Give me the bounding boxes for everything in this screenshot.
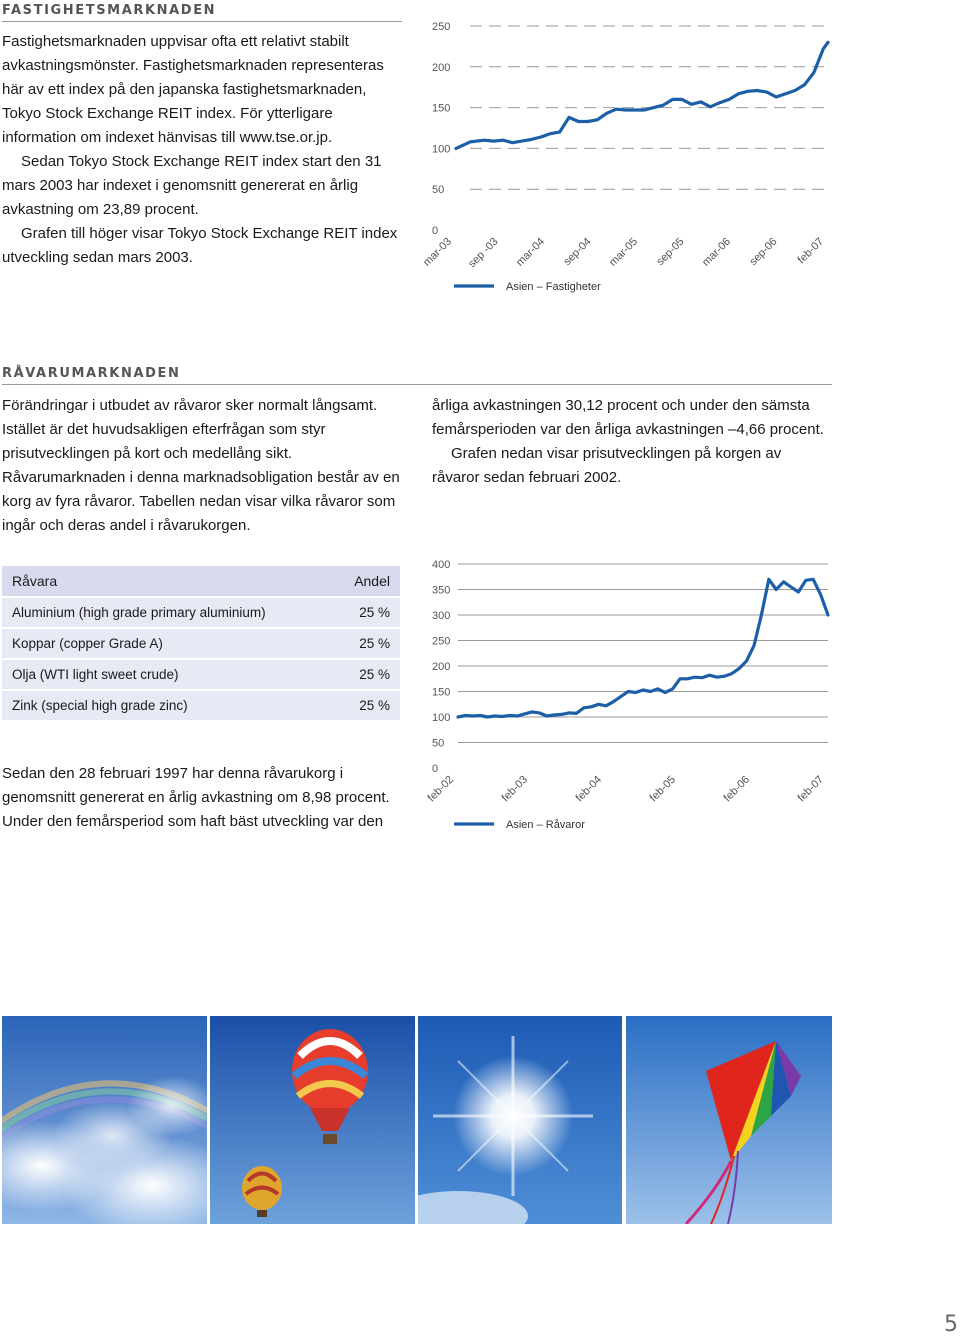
table-cell: Aluminium (high grade primary aluminium) <box>2 597 310 628</box>
x-tick-label: feb-07 <box>795 773 827 805</box>
x-tick-label: feb-06 <box>721 773 753 805</box>
y-tick-label: 250 <box>432 21 451 33</box>
table-row <box>2 628 400 659</box>
table-cell: Olja (WTI light sweet crude) <box>2 659 310 690</box>
x-tick-label: feb-07 <box>795 235 827 267</box>
heading-rule <box>2 384 832 385</box>
sun-sky-photo <box>418 1016 622 1224</box>
x-tick-label: feb-02 <box>425 773 457 805</box>
ravara-table <box>2 566 400 722</box>
paragraph: Grafen till höger visar Tokyo Stock Exchange REIT index utveckling sedan mars 2003. <box>2 225 398 266</box>
x-tick-label: sep-06 <box>747 235 780 268</box>
x-tick-label: mar-04 <box>513 235 548 269</box>
paragraph: Grafen nedan visar prisutvecklingen på korgen av råvaror sedan februari 2002. <box>432 445 782 486</box>
table-cell: Koppar (copper Grade A) <box>2 628 310 659</box>
ravara-bottom-text <box>2 762 402 834</box>
y-tick-label: 200 <box>432 661 451 673</box>
y-tick-label: 150 <box>432 686 451 699</box>
table-cell: Zink (special high grade zinc) <box>2 690 310 721</box>
paragraph: Sedan den 28 februari 1997 har denna råvarukorg i genomsnitt genererat en årlig avkastning om 8,98 procent. Under den femårsperiod som haft bäst utveckling var den <box>2 765 390 830</box>
x-tick-label: sep -03 <box>466 235 501 271</box>
section-heading-ravarumarknaden: RÅVARUMARKNADEN <box>2 366 181 381</box>
table-header-row <box>2 566 400 597</box>
x-tick-label: mar-05 <box>606 235 641 269</box>
x-tick-label: mar-03 <box>420 235 455 269</box>
paragraph: årliga avkastningen 30,12 procent och under den sämsta femårsperioden var den årliga avkastningen –4,66 procent. <box>432 397 824 438</box>
ravara-right-text <box>432 394 832 490</box>
heading-rule <box>2 21 402 22</box>
series-line <box>458 579 828 717</box>
y-tick-label: 300 <box>432 610 451 622</box>
table-cell: 25 % <box>310 690 400 721</box>
y-tick-label: 400 <box>432 559 451 571</box>
x-tick-label: feb-03 <box>499 773 531 805</box>
y-tick-label: 50 <box>432 737 445 750</box>
table-cell: 25 % <box>310 659 400 690</box>
x-tick-label: sep-04 <box>561 235 594 268</box>
x-tick-label: feb-04 <box>573 773 605 805</box>
y-tick-label: 350 <box>432 584 451 597</box>
kite-photo <box>626 1016 832 1224</box>
table-header-cell: Andel <box>310 566 400 597</box>
rainbow-sky-photo <box>2 1016 207 1224</box>
x-tick-label: sep-05 <box>654 235 687 268</box>
y-tick-label: 0 <box>432 225 439 237</box>
ravara-left-text <box>2 394 402 538</box>
y-tick-label: 250 <box>432 635 451 648</box>
x-tick-label: mar-06 <box>699 235 734 269</box>
table-row <box>2 659 400 690</box>
paragraph: Sedan Tokyo Stock Exchange REIT index start den 31 mars 2003 har indexet i genomsnitt genererat en årlig avkastning om 23,89 procent. <box>2 153 382 218</box>
fastigheter-chart <box>418 14 838 304</box>
paragraph: Förändringar i utbudet av råvaror sker normalt långsamt. Istället är det huvudsakligen efterfrågan som styr prisutvecklingen på kort och medellång sikt. Råvarumarknaden i denna marknadsobligation består av en korg av fyra råvaror. Tabellen nedan visar vilka råvaror som ingår och deras andel i råvarukorgen. <box>2 397 400 534</box>
table-header-cell: Råvara <box>2 566 310 597</box>
section-heading-fastighetsmarknaden: FASTIGHETSMARKNADEN <box>2 3 217 18</box>
y-tick-label: 150 <box>432 102 451 115</box>
table-cell: 25 % <box>310 628 400 659</box>
legend-label: Asien – Råvaror <box>506 819 585 831</box>
table-cell: 25 % <box>310 597 400 628</box>
y-tick-label: 0 <box>432 763 439 775</box>
y-tick-label: 100 <box>432 143 451 156</box>
paragraph: Fastighetsmarknaden uppvisar ofta ett relativt stabilt avkastningsmönster. Fastighetsmarknaden representeras här av ett index på den japanska fastighetsmarknaden, Tokyo Stock Exchange REIT index. För ytterligare information om indexet hänvisas till www.tse.or.jp. <box>2 33 384 146</box>
table-row <box>2 690 400 721</box>
x-tick-label: feb-05 <box>647 773 679 805</box>
hot-air-balloons-photo <box>210 1016 415 1224</box>
table-row <box>2 597 400 628</box>
legend-label: Asien – Fastigheter <box>506 281 601 293</box>
y-tick-label: 100 <box>432 712 451 724</box>
y-tick-label: 200 <box>432 61 451 74</box>
page-number: 5 <box>944 1312 958 1336</box>
fastighet-text <box>2 30 402 270</box>
series-line <box>456 42 828 148</box>
y-tick-label: 50 <box>432 184 445 197</box>
ravaror-chart <box>418 552 838 842</box>
